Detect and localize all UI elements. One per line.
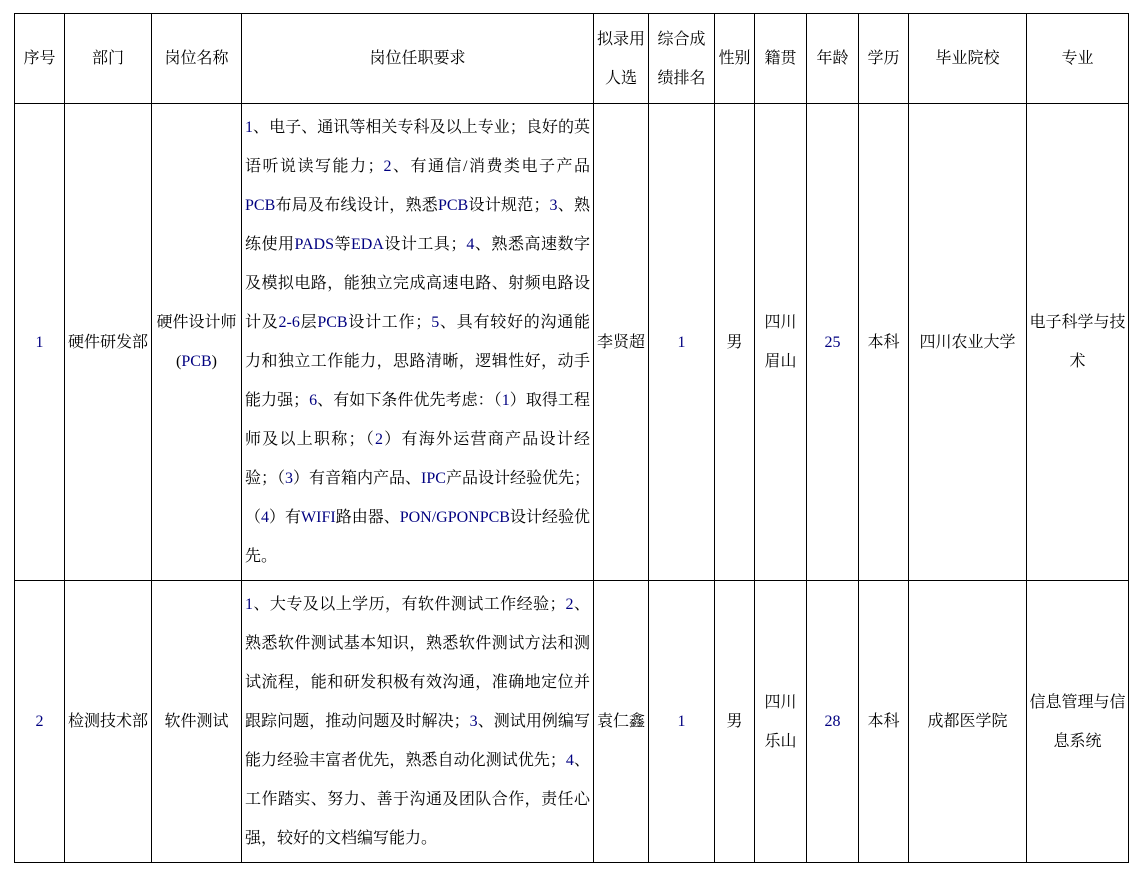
cell-school: 四川农业大学 xyxy=(909,104,1027,581)
cell-department: 硬件研发部 xyxy=(65,104,152,581)
cell-gender: 男 xyxy=(715,581,755,863)
cell-department: 检测技术部 xyxy=(65,581,152,863)
cell-index: 1 xyxy=(15,104,65,581)
column-header-education: 学历 xyxy=(859,14,909,104)
recruitment-table xyxy=(14,13,1129,863)
cell-education: 本科 xyxy=(859,104,909,581)
cell-major: 电子科学与技术 xyxy=(1027,104,1129,581)
cell-rank: 1 xyxy=(649,581,715,863)
cell-age: 25 xyxy=(807,104,859,581)
cell-candidate: 袁仁鑫 xyxy=(594,581,649,863)
cell-candidate: 李贤超 xyxy=(594,104,649,581)
column-header-school: 毕业院校 xyxy=(909,14,1027,104)
cell-hometown: 四川乐山 xyxy=(755,581,807,863)
column-header-hometown: 籍贯 xyxy=(755,14,807,104)
column-header-requirements: 岗位任职要求 xyxy=(242,14,594,104)
column-header-candidate: 拟录用人选 xyxy=(594,14,649,104)
cell-requirements: 1、大专及以上学历，有软件测试工作经验；2、熟悉软件测试基本知识，熟悉软件测试方法和测试流程，能和研发积极有效沟通，准确地定位并跟踪问题，推动问题及时解决；3、测试用例编写能力经验丰富者优先，熟悉自动化测试优先；4、工作踏实、努力、善于沟通及团队合作，责任心强，较好的文档编写能力。 xyxy=(242,581,594,863)
column-header-rank: 综合成绩排名 xyxy=(649,14,715,104)
column-header-position: 岗位名称 xyxy=(152,14,242,104)
cell-index: 2 xyxy=(15,581,65,863)
table-row xyxy=(15,104,1129,581)
cell-gender: 男 xyxy=(715,104,755,581)
cell-position: 硬件设计师(PCB) xyxy=(152,104,242,581)
table-row xyxy=(15,581,1129,863)
column-header-index: 序号 xyxy=(15,14,65,104)
cell-requirements: 1、电子、通讯等相关专科及以上专业；良好的英语听说读写能力；2、有通信/消费类电子产品PCB布局及布线设计，熟悉PCB设计规范；3、熟练使用PADS等EDA设计工具；4、熟悉高速数字及模拟电路，能独立完成高速电路、射频电路设计及2-6层PCB设计工作；5、具有较好的沟通能力和独立工作能力，思路清晰，逻辑性好，动手能力强；6、有如下条件优先考虑：（1）取得工程师及以上职称；（2）有海外运营商产品设计经验；（3）有音箱内产品、IPC产品设计经验优先；（4）有WIFI路由器、PON/GPONPCB设计经验优先。 xyxy=(242,104,594,581)
cell-major: 信息管理与信息系统 xyxy=(1027,581,1129,863)
column-header-major: 专业 xyxy=(1027,14,1129,104)
cell-rank: 1 xyxy=(649,104,715,581)
cell-school: 成都医学院 xyxy=(909,581,1027,863)
cell-position: 软件测试 xyxy=(152,581,242,863)
cell-education: 本科 xyxy=(859,581,909,863)
column-header-department: 部门 xyxy=(65,14,152,104)
column-header-age: 年龄 xyxy=(807,14,859,104)
table-header-row xyxy=(15,14,1129,104)
column-header-gender: 性别 xyxy=(715,14,755,104)
cell-age: 28 xyxy=(807,581,859,863)
cell-hometown: 四川眉山 xyxy=(755,104,807,581)
